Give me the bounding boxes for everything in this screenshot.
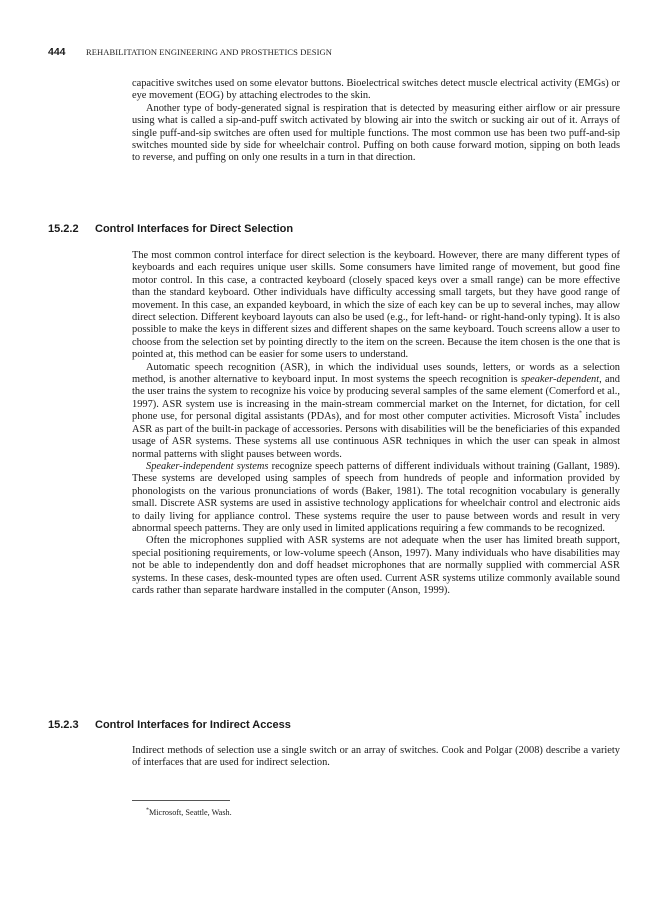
intro-paragraph-2: Another type of body-generated signal is respiration that is detected by measuring either airflow or air pressure using what is called a sip-and-puff switch activated by blowing air into the switch or sucking air out of it. Arrays of single puff-and-sip switches are often used for multiple functions. The most common use has been two puff-and-sip switches mounted side by side for wheelchair control. Puffing on both cause forward motion, sipping on both leads to reverse, and puffing on only one results in a turn in that direction. <box>132 102 620 164</box>
page-number: 444 <box>48 46 66 58</box>
asr-text-c: includes ASR as part of the built-in package of accessories. Persons with disabilities will be the beneficiaries of this expanded usage of ASR systems. These systems all use continuous ASR techniques in which the user can speak in almost normal patterns with slight pauses between words. <box>132 411 620 460</box>
speaker-independent-text: recognize speech patterns of different individuals without training (Gallant, 1989). These systems are developed using samples of speech from hundreds of people and information provided by phonologists on the various pronunciations of words (Baker, 1981). The total recognition vocabulary is generally small. Discrete ASR systems are used in assistive technology applications for wheelchair control and electronic aids to daily living for appliance control. These systems require the user to pause between words and result in very abnormal speech patterns. They are only used in limited applications requiring a few commands to be recognized. <box>132 460 621 534</box>
running-title: REHABILITATION ENGINEERING AND PROSTHETICS DESIGN <box>86 47 332 57</box>
paragraph-keyboards: The most common control interface for direct selection is the keyboard. However, there are many different types of keyboards and each requires unique user skills. Some consumers have limited range of movement, but good fine motor control. In this case, a contracted keyboard (closely spaced keys over a small range) can be more effective than the standard keyboard. Other individuals have difficulty accessing small targets, but they have good range of movement. In this case, an expanded keyboard, in which the size of each key can be up to several inches, may allow direct selection. Different keyboard layouts can also be used (e.g., for left-hand- or right-hand-only typing). It is also possible to make the keys in different sizes and different shapes on the same keyboard. Touch screens allow a user to choose from the selection set by pointing directly to the item on the screen. Because the item chosen is the one that is pointed at, this method can be easier for some users to understand. <box>132 250 620 361</box>
footnote-mark: * <box>146 807 149 814</box>
speaker-independent-term: Speaker-independent systems <box>146 460 269 472</box>
section-number: 15.2.2 <box>48 223 79 235</box>
section-number: 15.2.3 <box>48 719 79 731</box>
speaker-dependent-term: speaker-dependent <box>520 374 600 386</box>
paragraph-asr <box>132 362 620 461</box>
section-15-2-2-text <box>132 250 620 597</box>
section-title: Control Interfaces for Indirect Access <box>95 719 291 731</box>
section-heading-15-2-3 <box>48 719 291 731</box>
section-15-2-3-text <box>132 745 620 770</box>
footnote-marker: * <box>578 410 582 417</box>
paragraph-speaker-independent <box>132 461 620 535</box>
footnote-divider <box>132 800 230 801</box>
footnote-text: Microsoft, Seattle, Wash. <box>149 808 232 817</box>
section-heading-15-2-2 <box>48 223 293 235</box>
intro-paragraph-1: capacitive switches used on some elevator buttons. Bioelectrical switches detect muscle electrical activity (EMGs) or eye movement (EOG) by attaching electrodes to the skin. <box>132 78 620 102</box>
paragraph-microphones: Often the microphones supplied with ASR systems are not adequate when the user has limited breath support, special positioning requirements, or low-volume speech (Anson, 1997). Many individuals who have disabilities may not be able to independently don and doff headset microphones that are normally supplied with commercial ASR systems. In these cases, desk-mounted types are often used. Current ASR systems utilize commonly available sound cards rather than separate hardware installed in the computer (Anson, 1999). <box>132 535 620 596</box>
intro-text <box>132 78 620 165</box>
page-header <box>48 46 628 62</box>
footnote <box>146 808 232 817</box>
asr-text-a: Automatic speech recognition (ASR), in which the individual uses sounds, letters, or words as a selection method, is another alternative to keyboard input. In most systems the speech recognition is <box>132 361 620 386</box>
section-title: Control Interfaces for Direct Selection <box>95 223 294 235</box>
paragraph-indirect-access: Indirect methods of selection use a single switch or an array of switches. Cook and Polgar (2008) describe a variety of interfaces that are used for indirect selection. <box>132 745 620 769</box>
asr-text-b: , and the user trains the system to recognize his voice by producing several samples of the same element (Comerford et al., 1997). ASR system use is increasing in the main-stream commercial market on the Internet, for dictation, for cell phone use, for personal digital assistants (PDAs), and for most other computer activities. Microsoft Vista <box>132 374 620 423</box>
